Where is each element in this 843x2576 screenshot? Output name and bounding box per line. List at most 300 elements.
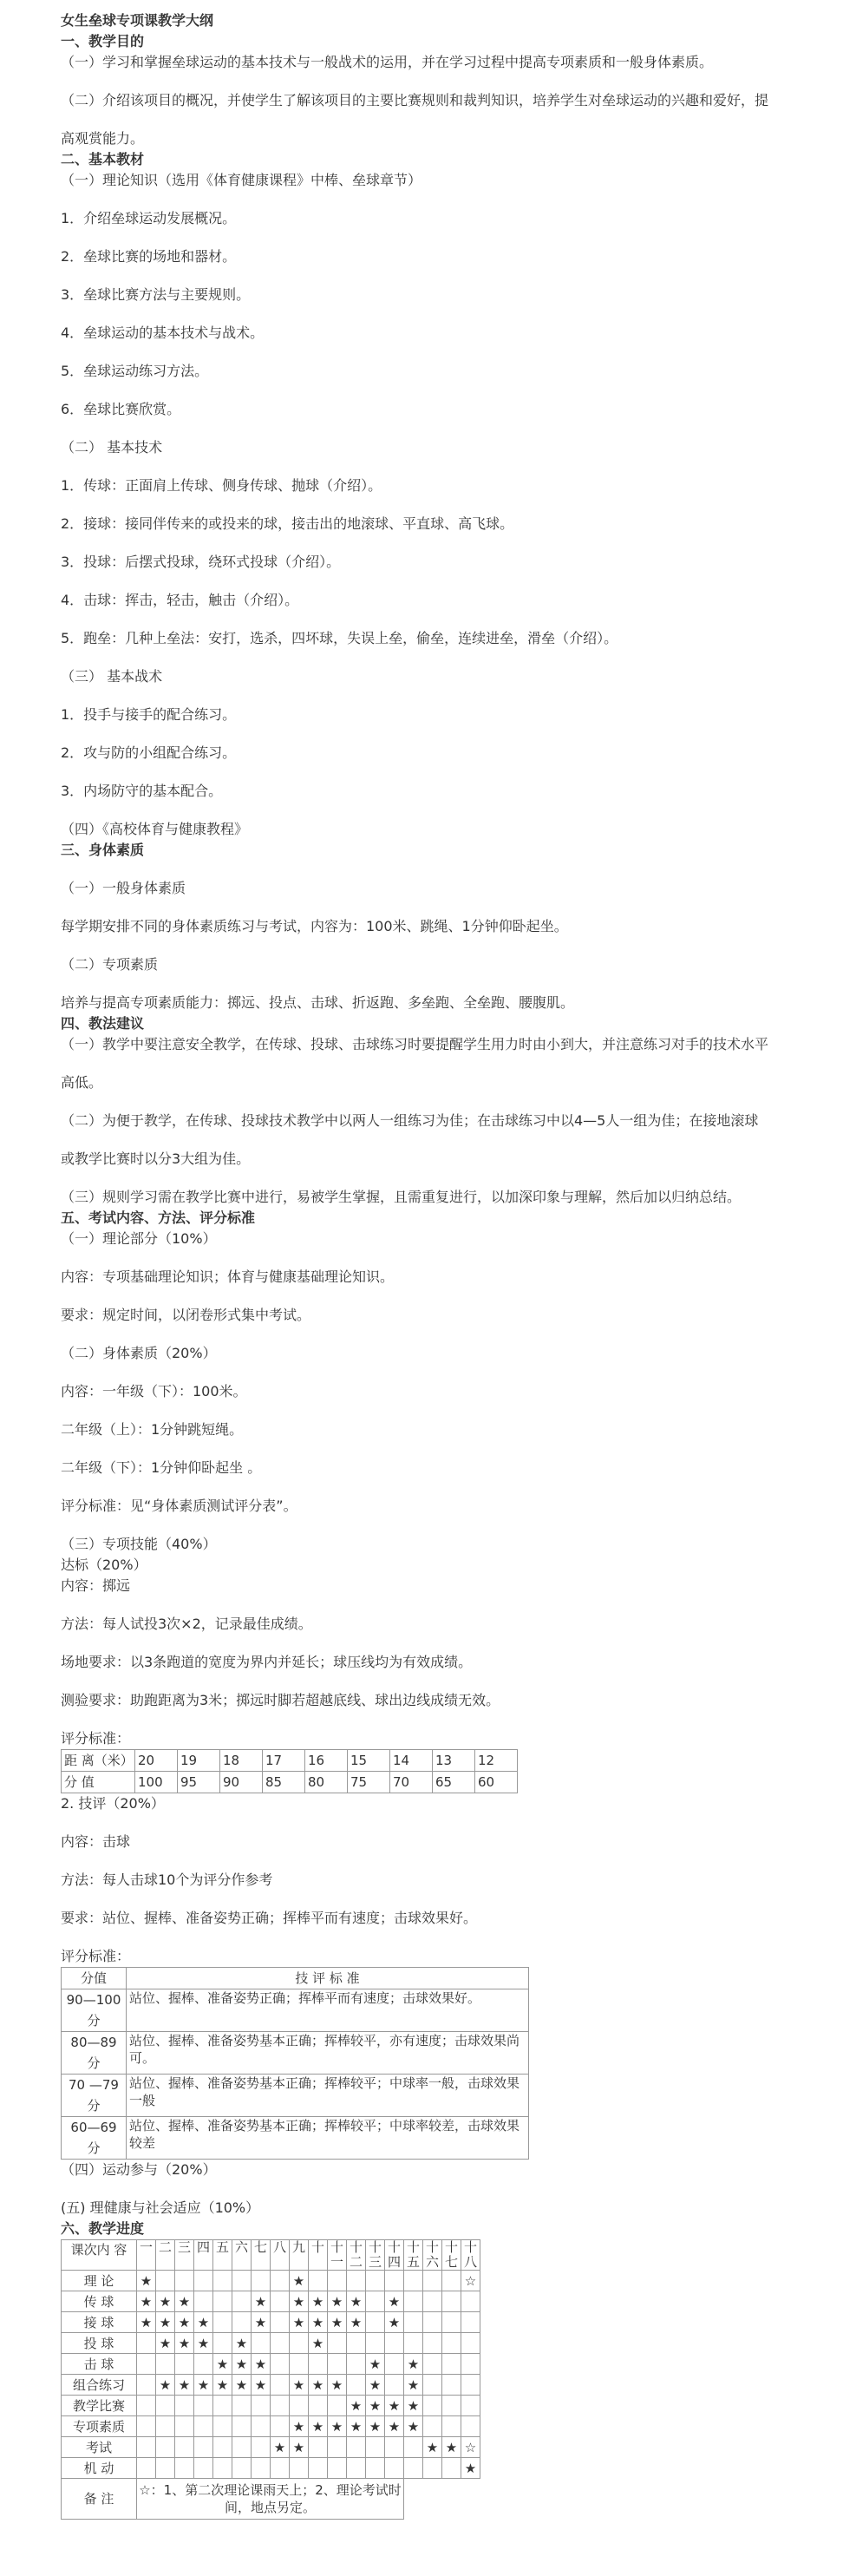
schedule-cell (232, 2291, 252, 2312)
star-icon: ★ (369, 2356, 382, 2372)
schedule-cell (290, 2291, 309, 2312)
score-value: 85 (263, 1772, 305, 1793)
schedule-cell (423, 2291, 442, 2312)
star-icon: ★ (159, 2314, 172, 2330)
schedule-cell (213, 2271, 232, 2291)
schedule-cell (328, 2354, 347, 2375)
s4-p1: （一）教学中要注意安全教学，在传球、投球、击球练习时要提醒学生用力时由小到大，并注意练习对手的技术水平 (61, 1036, 769, 1052)
s5-phys1: 内容：一年级（下）：100米。 (61, 1383, 247, 1399)
star-icon: ★ (369, 2376, 382, 2393)
star-icon: ★ (197, 2335, 210, 2351)
schedule-cell (194, 2354, 213, 2375)
distance-row (62, 1750, 518, 1772)
s1-p3: 高观赏能力。 (61, 130, 145, 147)
skill-grade: 70 —79分 (62, 2075, 127, 2117)
schedule-cell (271, 2437, 290, 2458)
schedule-cell (366, 2416, 385, 2437)
schedule-cell (137, 2312, 156, 2333)
schedule-cell (290, 2396, 309, 2416)
schedule-cell (232, 2416, 252, 2437)
schedule-cell (194, 2375, 213, 2396)
schedule-cell (213, 2291, 232, 2312)
schedule-cell (385, 2333, 404, 2354)
s3-general-heading: （一）一般身体素质 (61, 880, 186, 896)
schedule-cell (404, 2291, 423, 2312)
score-value: 60 (475, 1772, 518, 1793)
section-3-heading: 三、身体素质 (61, 842, 145, 858)
schedule-cell (175, 2333, 194, 2354)
distance-label: 距 离（米） (62, 1750, 135, 1772)
schedule-cell (156, 2416, 175, 2437)
distance-value: 17 (263, 1750, 305, 1772)
tactic-item-3: 3．内场防守的基本配合。 (61, 783, 223, 799)
s5-jiping-content: 内容：击球 (61, 1833, 131, 1850)
skill-desc: 站位、握棒、准备姿势基本正确；挥棒较平；中球率一般，击球效果一般 (127, 2075, 529, 2117)
schedule-cell (366, 2271, 385, 2291)
schedule-cell (137, 2396, 156, 2416)
schedule-cell (175, 2458, 194, 2479)
lesson-header: 一 (137, 2240, 156, 2271)
schedule-cell (442, 2271, 461, 2291)
hollow-star-icon: ☆ (464, 2439, 477, 2455)
tech-item-2: 2．接球：接同伴传来的或投来的球，接击出的地滚球、平直球、高飞球。 (61, 515, 514, 532)
star-icon: ★ (292, 2293, 305, 2310)
schedule-cell (309, 2312, 328, 2333)
schedule-cell (423, 2312, 442, 2333)
star-icon: ★ (407, 2418, 420, 2435)
schedule-cell (137, 2375, 156, 2396)
schedule-cell (194, 2396, 213, 2416)
schedule-cell (461, 2375, 480, 2396)
tech-item-3: 3．投球：后摆式投球，绕环式投球（介绍）。 (61, 554, 341, 570)
schedule-cell (290, 2458, 309, 2479)
schedule-cell (232, 2458, 252, 2479)
schedule-cell (328, 2333, 347, 2354)
score-value: 95 (178, 1772, 220, 1793)
s3-special: 培养与提高专项素质能力：掷远、投点、击球、折返跑、多垒跑、全垒跑、腰腹肌。 (61, 994, 575, 1011)
schedule-cell (309, 2458, 328, 2479)
schedule-cell (175, 2271, 194, 2291)
schedule-cell (366, 2354, 385, 2375)
schedule-row-label: 投 球 (62, 2333, 137, 2354)
schedule-cell (347, 2312, 366, 2333)
schedule-row (62, 2312, 480, 2333)
schedule-cell (347, 2396, 366, 2416)
skill-grade: 60—69分 (62, 2117, 127, 2160)
s5-phys3: 二年级（下）：1分钟仰卧起坐 。 (61, 1459, 262, 1476)
theory-list (61, 208, 812, 420)
distance-value: 18 (220, 1750, 263, 1772)
star-icon: ★ (292, 2272, 305, 2289)
schedule-cell (137, 2354, 156, 2375)
schedule-cell (271, 2291, 290, 2312)
star-icon: ★ (311, 2293, 324, 2310)
lesson-header: 十 七 (442, 2240, 461, 2271)
schedule-cell (442, 2354, 461, 2375)
s2-tech-heading: （二） 基本技术 (61, 439, 163, 456)
schedule-row (62, 2354, 480, 2375)
schedule-header-row (62, 2240, 480, 2271)
lesson-header: 九 (290, 2240, 309, 2271)
score-row (62, 1772, 518, 1793)
skill-grade: 80—89分 (62, 2032, 127, 2075)
schedule-cell (442, 2396, 461, 2416)
tactic-item-1: 1．投手与接手的配合练习。 (61, 706, 237, 723)
s5-jiping-req: 要求：站位、握棒、准备姿势正确；挥棒平而有速度；击球效果好。 (61, 1910, 478, 1926)
star-icon: ★ (311, 2376, 324, 2393)
score-value: 75 (348, 1772, 390, 1793)
schedule-cell (309, 2375, 328, 2396)
schedule-cell (194, 2458, 213, 2479)
schedule-cell (404, 2354, 423, 2375)
section-1-heading: 一、教学目的 (61, 33, 145, 49)
schedule-cell (404, 2375, 423, 2396)
schedule-cell (290, 2416, 309, 2437)
schedule-cell (309, 2271, 328, 2291)
skill-header-grade: 分值 (62, 1968, 127, 1989)
star-icon: ★ (140, 2293, 153, 2310)
s5-jiping-method: 方法：每人击球10个为评分作参考 (61, 1871, 273, 1888)
schedule-cell (175, 2396, 194, 2416)
s5-std-label: 评分标准： (61, 1730, 131, 1747)
schedule-row-label: 教学比赛 (62, 2396, 137, 2416)
schedule-cell (156, 2375, 175, 2396)
schedule-cell (461, 2291, 480, 2312)
s5-jiping-heading: 2. 技评（20%） (61, 1795, 165, 1812)
star-icon: ★ (159, 2376, 172, 2393)
schedule-cell (461, 2458, 480, 2479)
schedule-cell (423, 2416, 442, 2437)
schedule-cell (271, 2416, 290, 2437)
star-icon: ★ (388, 2314, 401, 2330)
star-icon: ★ (254, 2293, 267, 2310)
score-value: 65 (433, 1772, 475, 1793)
schedule-cell (194, 2271, 213, 2291)
schedule-row (62, 2333, 480, 2354)
schedule-cell (423, 2271, 442, 2291)
schedule-cell (404, 2271, 423, 2291)
schedule-cell (347, 2333, 366, 2354)
schedule-note-row (62, 2479, 480, 2520)
schedule-cell (156, 2271, 175, 2291)
skill-grade: 90—100分 (62, 1989, 127, 2032)
skill-evaluation-table (61, 1967, 529, 2160)
s1-p2: （二）介绍该项目的概况，并使学生了解该项目的主要比赛规则和裁判知识，培养学生对垒球运动的兴趣和爱好，提 (61, 92, 769, 108)
schedule-cell (175, 2416, 194, 2437)
s3-general: 每学期安排不同的身体素质练习与考试，内容为：100米、跳绳、1分钟仰卧起坐。 (61, 918, 568, 934)
schedule-cell (137, 2271, 156, 2291)
lesson-header: 十 八 (461, 2240, 480, 2271)
star-icon: ★ (235, 2356, 248, 2372)
schedule-cell (156, 2437, 175, 2458)
s5-std-label-2: 评分标准： (61, 1948, 131, 1964)
schedule-cell (175, 2437, 194, 2458)
schedule-cell (461, 2271, 480, 2291)
lesson-header: 七 (252, 2240, 271, 2271)
star-icon: ★ (445, 2439, 458, 2455)
schedule-cell (404, 2396, 423, 2416)
schedule-cell (252, 2312, 271, 2333)
star-icon: ★ (350, 2418, 363, 2435)
s2-book: （四）《高校体育与健康教程》 (61, 821, 249, 837)
schedule-note-label: 备 注 (62, 2479, 137, 2520)
schedule-cell (137, 2333, 156, 2354)
score-value: 80 (305, 1772, 348, 1793)
star-icon: ★ (369, 2397, 382, 2414)
lesson-header: 十 六 (423, 2240, 442, 2271)
tech-item-5: 5．跑垒：几种上垒法：安打，选杀，四坏球，失误上垒，偷垒，连续进垒，滑垒（介绍）。 (61, 630, 618, 646)
schedule-cell (290, 2437, 309, 2458)
s5-sport: （四）运动参与（20%） (61, 2161, 217, 2178)
star-icon: ★ (464, 2460, 477, 2476)
s4-p2b: 或教学比赛时以分3大组为佳。 (61, 1150, 251, 1167)
schedule-cell (252, 2333, 271, 2354)
schedule-row-label: 理 论 (62, 2271, 137, 2291)
star-icon: ★ (292, 2418, 305, 2435)
distance-value: 15 (348, 1750, 390, 1772)
schedule-row (62, 2416, 480, 2437)
star-icon: ★ (330, 2293, 343, 2310)
lesson-header: 六 (232, 2240, 252, 2271)
star-icon: ★ (426, 2439, 439, 2455)
theory-item-6: 6．垒球比赛欣赏。 (61, 401, 181, 417)
schedule-cell (347, 2458, 366, 2479)
score-label: 分 值 (62, 1772, 135, 1793)
tactic-item-2: 2．攻与防的小组配合练习。 (61, 744, 237, 761)
schedule-cell (137, 2437, 156, 2458)
schedule-cell (366, 2458, 385, 2479)
schedule-cell (423, 2458, 442, 2479)
star-icon: ★ (216, 2376, 229, 2393)
schedule-row (62, 2437, 480, 2458)
schedule-cell (385, 2354, 404, 2375)
theory-item-1: 1．介绍垒球运动发展概况。 (61, 210, 237, 226)
s5-measure: 测验要求：助跑距离为3米；掷远时脚若超越底线、球出边线成绩无效。 (61, 1692, 500, 1708)
tech-list (61, 475, 812, 649)
schedule-cell (290, 2354, 309, 2375)
star-icon: ★ (292, 2376, 305, 2393)
star-icon: ★ (350, 2314, 363, 2330)
s5-theory-heading: （一）理论部分（10%） (61, 1230, 217, 1247)
schedule-cell (213, 2333, 232, 2354)
section-2-heading: 二、基本教材 (61, 151, 145, 167)
skill-desc: 站位、握棒、准备姿势基本正确；挥棒较平；中球率较差，击球效果较差 (127, 2117, 529, 2160)
star-icon: ★ (159, 2335, 172, 2351)
star-icon: ★ (254, 2314, 267, 2330)
skill-header-criteria: 技 评 标 准 (127, 1968, 529, 1989)
schedule-cell (194, 2437, 213, 2458)
schedule-cell (271, 2271, 290, 2291)
schedule-cell (328, 2375, 347, 2396)
star-icon: ★ (197, 2314, 210, 2330)
star-icon: ★ (216, 2356, 229, 2372)
schedule-cell (423, 2437, 442, 2458)
schedule-cell (290, 2333, 309, 2354)
schedule-row (62, 2375, 480, 2396)
schedule-cell (328, 2291, 347, 2312)
schedule-cell (404, 2416, 423, 2437)
schedule-cell (347, 2291, 366, 2312)
schedule-cell (252, 2291, 271, 2312)
score-value: 70 (390, 1772, 433, 1793)
schedule-cell (194, 2333, 213, 2354)
schedule-cell (137, 2291, 156, 2312)
star-icon: ★ (311, 2314, 324, 2330)
schedule-cell (385, 2312, 404, 2333)
schedule-cell (213, 2416, 232, 2437)
s2-theory-heading: （一）理论知识（选用《体育健康课程》中棒、垒球章节） (61, 172, 422, 188)
star-icon: ★ (330, 2314, 343, 2330)
star-icon: ★ (407, 2356, 420, 2372)
schedule-cell (175, 2354, 194, 2375)
schedule-cell (347, 2416, 366, 2437)
schedule-cell (328, 2396, 347, 2416)
schedule-cell (290, 2312, 309, 2333)
tactic-list (61, 705, 812, 802)
schedule-cell (385, 2396, 404, 2416)
lesson-header: 十 一 (328, 2240, 347, 2271)
s5-phys-heading: （二）身体素质（20%） (61, 1345, 217, 1361)
schedule-cell (213, 2375, 232, 2396)
s5-method: 方法：每人试投3次×2，记录最佳成绩。 (61, 1616, 312, 1632)
star-icon: ★ (235, 2335, 248, 2351)
schedule-cell (252, 2396, 271, 2416)
schedule-cell (252, 2458, 271, 2479)
schedule-cell (309, 2416, 328, 2437)
lesson-header: 十 四 (385, 2240, 404, 2271)
s5-dabiao: 达标（20%） (61, 1557, 147, 1573)
schedule-cell (252, 2271, 271, 2291)
score-value: 100 (135, 1772, 178, 1793)
s5-phys-std: 评分标准：见“身体素质测试评分表”。 (61, 1498, 297, 1514)
schedule-cell (328, 2458, 347, 2479)
schedule-cell (290, 2271, 309, 2291)
schedule-cell (461, 2396, 480, 2416)
schedule-cell (232, 2271, 252, 2291)
schedule-cell (271, 2312, 290, 2333)
schedule-cell (385, 2458, 404, 2479)
schedule-cell (385, 2416, 404, 2437)
schedule-cell (461, 2333, 480, 2354)
schedule-cell (366, 2375, 385, 2396)
star-icon: ★ (254, 2356, 267, 2372)
star-icon: ★ (350, 2293, 363, 2310)
schedule-cell (385, 2375, 404, 2396)
schedule-cell (385, 2437, 404, 2458)
star-icon: ★ (388, 2418, 401, 2435)
schedule-cell (461, 2437, 480, 2458)
schedule-cell (404, 2437, 423, 2458)
schedule-note-text: ☆：1、第二次理论课雨天上；2、理论考试时间，地点另定。 (137, 2479, 404, 2520)
schedule-cell (347, 2271, 366, 2291)
star-icon: ★ (292, 2439, 305, 2455)
s2-tactic-heading: （三） 基本战术 (61, 668, 163, 685)
star-icon: ★ (197, 2376, 210, 2393)
schedule-cell (271, 2354, 290, 2375)
s5-phys2: 二年级（上）：1分钟跳短绳。 (61, 1421, 244, 1438)
schedule-row-label: 机 动 (62, 2458, 137, 2479)
schedule-cell (232, 2354, 252, 2375)
schedule-cell (309, 2396, 328, 2416)
schedule-cell (423, 2354, 442, 2375)
schedule-cell (194, 2291, 213, 2312)
star-icon: ★ (350, 2397, 363, 2414)
lesson-header: 十 三 (366, 2240, 385, 2271)
schedule-cell (175, 2312, 194, 2333)
schedule-row (62, 2396, 480, 2416)
schedule-cell (366, 2312, 385, 2333)
lesson-header: 八 (271, 2240, 290, 2271)
s4-p3: （三）规则学习需在教学比赛中进行，易被学生掌握，且需重复进行，以加深印象与理解，然后加以归纳总结。 (61, 1189, 742, 1205)
theory-item-4: 4．垒球运动的基本技术与战术。 (61, 324, 265, 341)
s5-skill-heading: （三）专项技能（40%） (61, 1536, 217, 1552)
theory-item-2: 2．垒球比赛的场地和器材。 (61, 248, 237, 265)
lesson-header: 二 (156, 2240, 175, 2271)
skill-table-header (62, 1968, 529, 1989)
schedule-cell (366, 2396, 385, 2416)
star-icon: ★ (254, 2376, 267, 2393)
schedule-cell (252, 2375, 271, 2396)
star-icon: ★ (311, 2335, 324, 2351)
schedule-corner-cell: 课次内 容 (62, 2240, 137, 2271)
schedule-cell (442, 2312, 461, 2333)
s4-p1b: 高低。 (61, 1074, 103, 1091)
schedule-cell (252, 2354, 271, 2375)
schedule-cell (385, 2291, 404, 2312)
star-icon: ★ (330, 2376, 343, 2393)
schedule-cell (385, 2271, 404, 2291)
schedule-cell (404, 2333, 423, 2354)
lesson-header: 五 (213, 2240, 232, 2271)
star-icon: ★ (178, 2335, 191, 2351)
schedule-cell (137, 2458, 156, 2479)
theory-item-5: 5．垒球运动练习方法。 (61, 363, 209, 379)
schedule-cell (156, 2458, 175, 2479)
schedule-cell (156, 2354, 175, 2375)
doc-title: 女生垒球专项课教学大纲 (61, 12, 214, 29)
schedule-cell (194, 2312, 213, 2333)
schedule-cell (328, 2271, 347, 2291)
star-icon: ★ (407, 2376, 420, 2393)
schedule-cell (290, 2375, 309, 2396)
schedule-cell (213, 2354, 232, 2375)
schedule-cell (156, 2291, 175, 2312)
skill-row (62, 2117, 529, 2160)
schedule-cell (252, 2416, 271, 2437)
lesson-header: 三 (175, 2240, 194, 2271)
section-6-heading: 六、教学进度 (61, 2220, 145, 2237)
distance-value: 20 (135, 1750, 178, 1772)
star-icon: ★ (330, 2418, 343, 2435)
schedule-cell (213, 2312, 232, 2333)
s5-theory-req: 要求：规定时间，以闭卷形式集中考试。 (61, 1307, 311, 1323)
schedule-cell (423, 2375, 442, 2396)
s3-special-heading: （二）专项素质 (61, 956, 159, 973)
s4-p2: （二）为便于教学，在传球、投球技术教学中以两人一组练习为佳；在击球练习中以4—5人一组为佳；在接地滚球 (61, 1112, 759, 1129)
schedule-cell (328, 2416, 347, 2437)
tech-item-1: 1．传球：正面肩上传球、侧身传球、抛球（介绍）。 (61, 477, 382, 494)
schedule-cell (404, 2312, 423, 2333)
schedule-row-label: 击 球 (62, 2354, 137, 2375)
star-icon: ★ (369, 2418, 382, 2435)
distance-value: 14 (390, 1750, 433, 1772)
s5-theory-content: 内容：专项基础理论知识；体育与健康基础理论知识。 (61, 1268, 395, 1285)
schedule-cell (461, 2416, 480, 2437)
schedule-cell (252, 2437, 271, 2458)
schedule-cell (232, 2437, 252, 2458)
star-icon: ★ (159, 2293, 172, 2310)
star-icon: ★ (311, 2418, 324, 2435)
